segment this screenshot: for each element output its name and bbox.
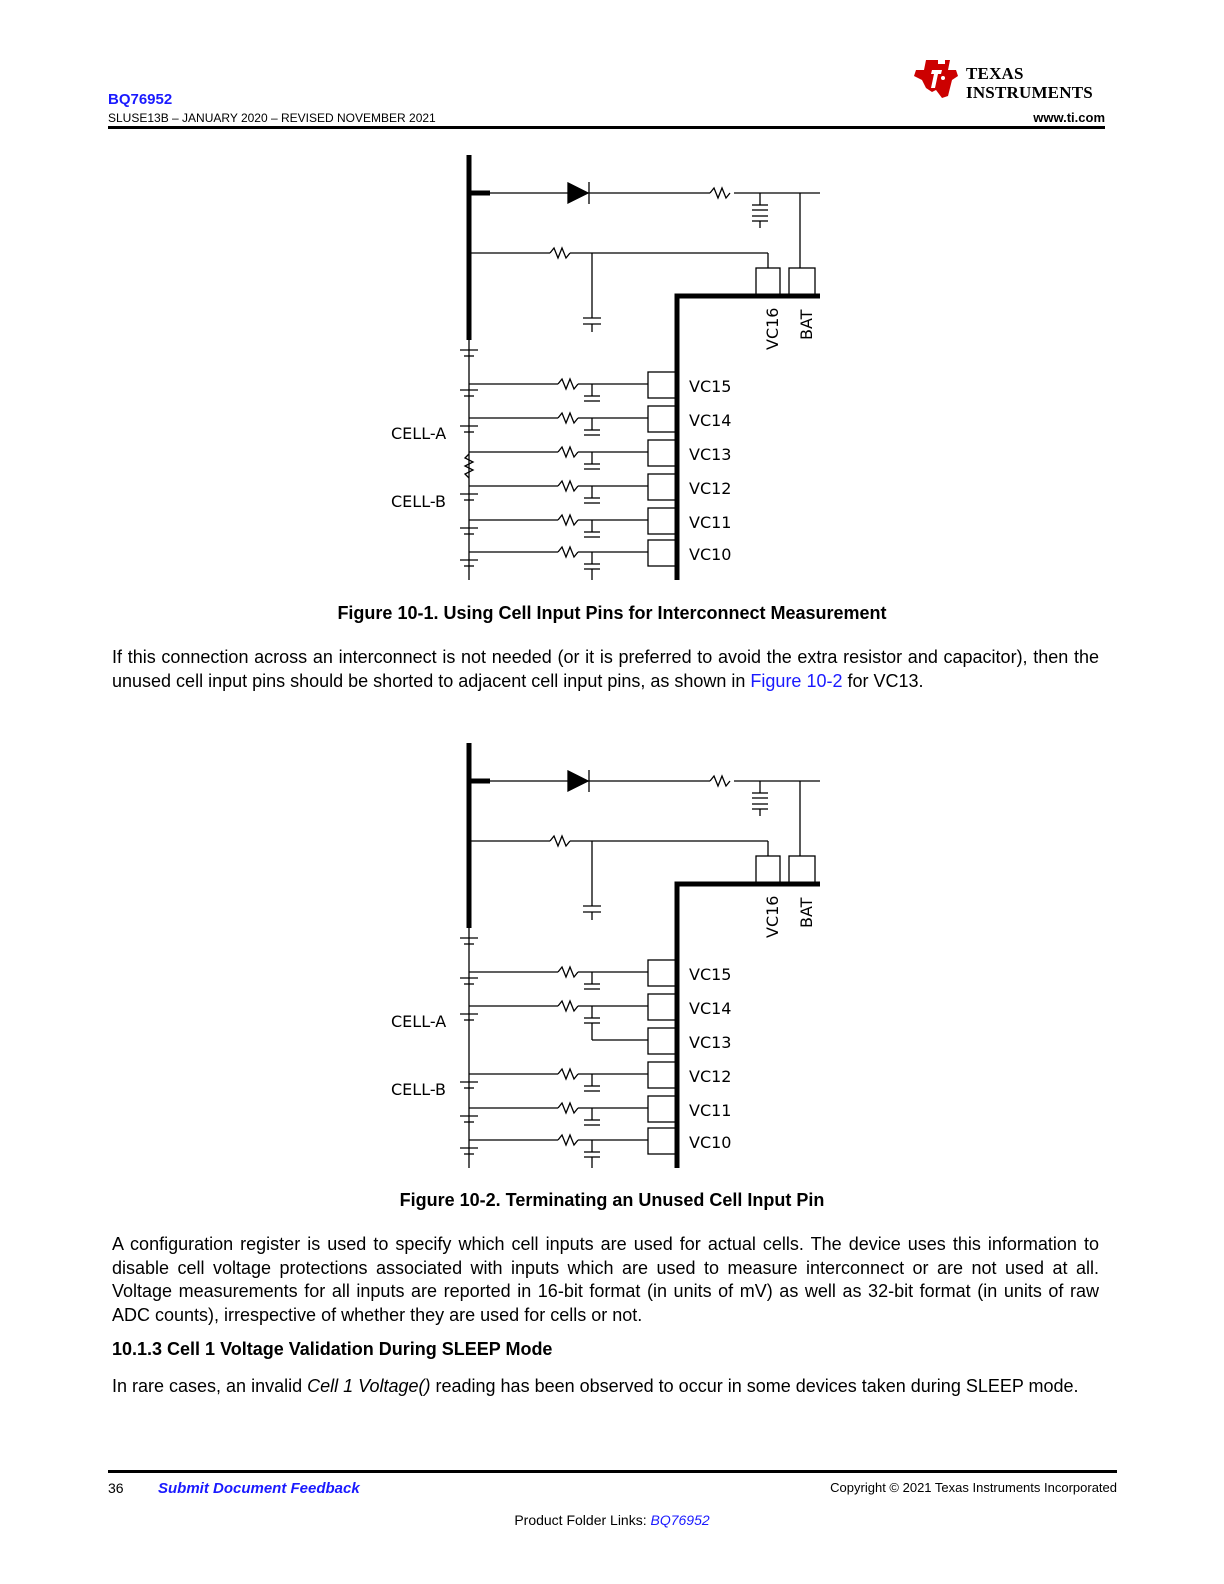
- fig2-cell-label: CELL-A: [391, 1012, 447, 1031]
- fig2-pin-label: VC12: [689, 1067, 732, 1086]
- fig1-cell-label: CELL-B: [391, 492, 447, 511]
- submit-feedback-link[interactable]: Submit Document Feedback: [158, 1480, 360, 1497]
- figure-1-caption: Figure 10-1. Using Cell Input Pins for Interconnect Measurement: [337, 603, 887, 623]
- paragraph-3-tail: reading has been observed to occur in some devices taken during SLEEP mode.: [430, 1376, 1079, 1396]
- footer-rule: [108, 1470, 1117, 1473]
- fig2-top-pin-label: BAT: [797, 897, 816, 928]
- paragraph-3-italic: Cell 1 Voltage(): [307, 1376, 431, 1396]
- product-folder-label: Product Folder Links:: [514, 1512, 651, 1528]
- fig1-top-pin-label: VC16: [763, 307, 782, 350]
- fig2-pin-label: VC13: [689, 1033, 732, 1052]
- product-folder-links: [0, 1512, 1224, 1528]
- fig1-pin-label: VC15: [689, 377, 732, 396]
- fig1-pin-label: VC13: [689, 445, 732, 464]
- document-number: SLUSE13B – JANUARY 2020 – REVISED NOVEMBER 2021: [108, 111, 436, 125]
- figure-10-1-diagram: [380, 150, 840, 585]
- logo-line-2: INSTRUMENTS: [966, 83, 1093, 102]
- fig1-pin-label: VC10: [689, 545, 732, 564]
- logo-line-1: TEXAS: [966, 64, 1024, 83]
- figure-2-caption: Figure 10-2. Terminating an Unused Cell Input Pin: [399, 1190, 825, 1210]
- part-number[interactable]: BQ76952: [108, 91, 173, 108]
- paragraph-1-tail: for VC13.: [842, 670, 924, 691]
- ti-logo-icon: [912, 58, 962, 102]
- header-rule: [108, 126, 1105, 129]
- page-number: 36: [108, 1480, 124, 1496]
- copyright: Copyright © 2021 Texas Instruments Incorporated: [830, 1480, 1117, 1495]
- fig1-pin-label: VC14: [689, 411, 732, 430]
- fig2-pin-label: VC10: [689, 1133, 732, 1152]
- paragraph-2: A configuration register is used to specify which cell inputs are used for actual cells. The device uses this information to disable cell voltage protections associated with inputs which are used to measure interconnect or are not used at all. Voltage measurements for all inputs are reported in 16-bit format (in units of mV) as well as 32-bit format (in units of raw ADC counts), irrespective of whether they are used for cells or not.: [112, 1234, 1099, 1325]
- fig2-top-pin-label: VC16: [763, 895, 782, 938]
- ti-logo-wordmark: [966, 64, 1093, 102]
- product-folder-link[interactable]: BQ76952: [650, 1512, 710, 1528]
- fig2-pin-label: VC14: [689, 999, 732, 1018]
- fig2-pin-label: VC11: [689, 1101, 732, 1120]
- fig1-cell-label: CELL-A: [391, 424, 447, 443]
- figure-10-2-link[interactable]: Figure 10-2: [750, 670, 843, 691]
- fig2-pin-label: VC15: [689, 965, 732, 984]
- paragraph-1: [112, 646, 1099, 693]
- paragraph-1-text: If this connection across an interconnect is not needed (or it is preferred to avoid the extra resistor and capacitor), then the unused cell input pins should be shorted to adjacent cell input pins, as shown in: [112, 647, 1099, 691]
- paragraph-3-text: In rare cases, an invalid: [112, 1376, 308, 1396]
- fig2-cell-label: CELL-B: [391, 1080, 447, 1099]
- fig1-pin-label: VC12: [689, 479, 732, 498]
- fig1-top-pin-label: BAT: [797, 309, 816, 340]
- fig1-pin-label: VC11: [689, 513, 732, 532]
- figure-10-2-diagram: [380, 738, 840, 1173]
- section-heading: 10.1.3 Cell 1 Voltage Validation During SLEEP Mode: [112, 1339, 553, 1359]
- paragraph-3: [112, 1375, 1099, 1399]
- website-link[interactable]: www.ti.com: [1033, 110, 1105, 125]
